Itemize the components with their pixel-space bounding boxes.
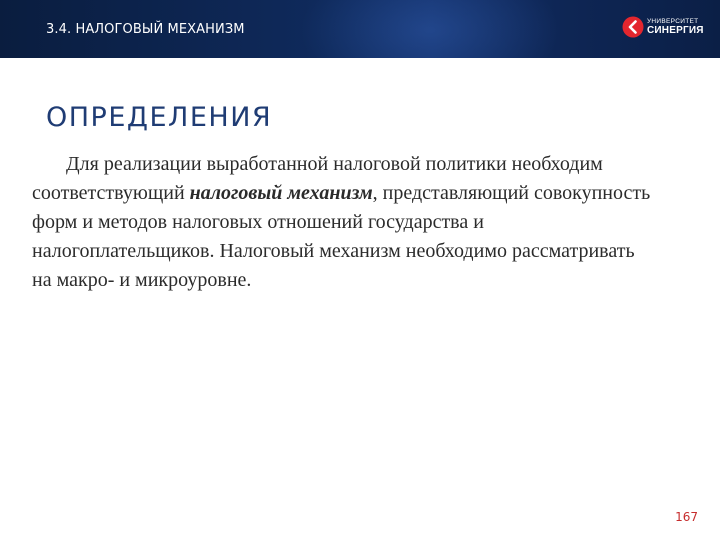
page-number: 167 xyxy=(675,510,698,524)
synergy-logo-icon xyxy=(622,16,644,38)
logo-bottom-text: СИНЕРГИЯ xyxy=(647,25,704,36)
header-bar xyxy=(0,0,720,58)
logo-top-text: УНИВЕРСИТЕТ xyxy=(647,18,699,25)
section-title: 3.4. НАЛОГОВЫЙ МЕХАНИЗМ xyxy=(46,22,245,37)
paragraph-text-start: Для реализации выработанной налоговой политики необходим соответствующий xyxy=(32,153,603,204)
paragraph-emphasis: налоговый механизм xyxy=(189,182,373,204)
university-logo xyxy=(622,16,712,42)
page-title: ОПРЕДЕЛЕНИЯ xyxy=(46,102,273,134)
paragraph-text-end: , представляющий совокупность форм и методов налоговых отношений государства и налогоплательщиков. Налоговый механизм необходимо рассматривать на макро- и микроуровне. xyxy=(32,182,651,291)
definition-paragraph xyxy=(32,150,657,295)
